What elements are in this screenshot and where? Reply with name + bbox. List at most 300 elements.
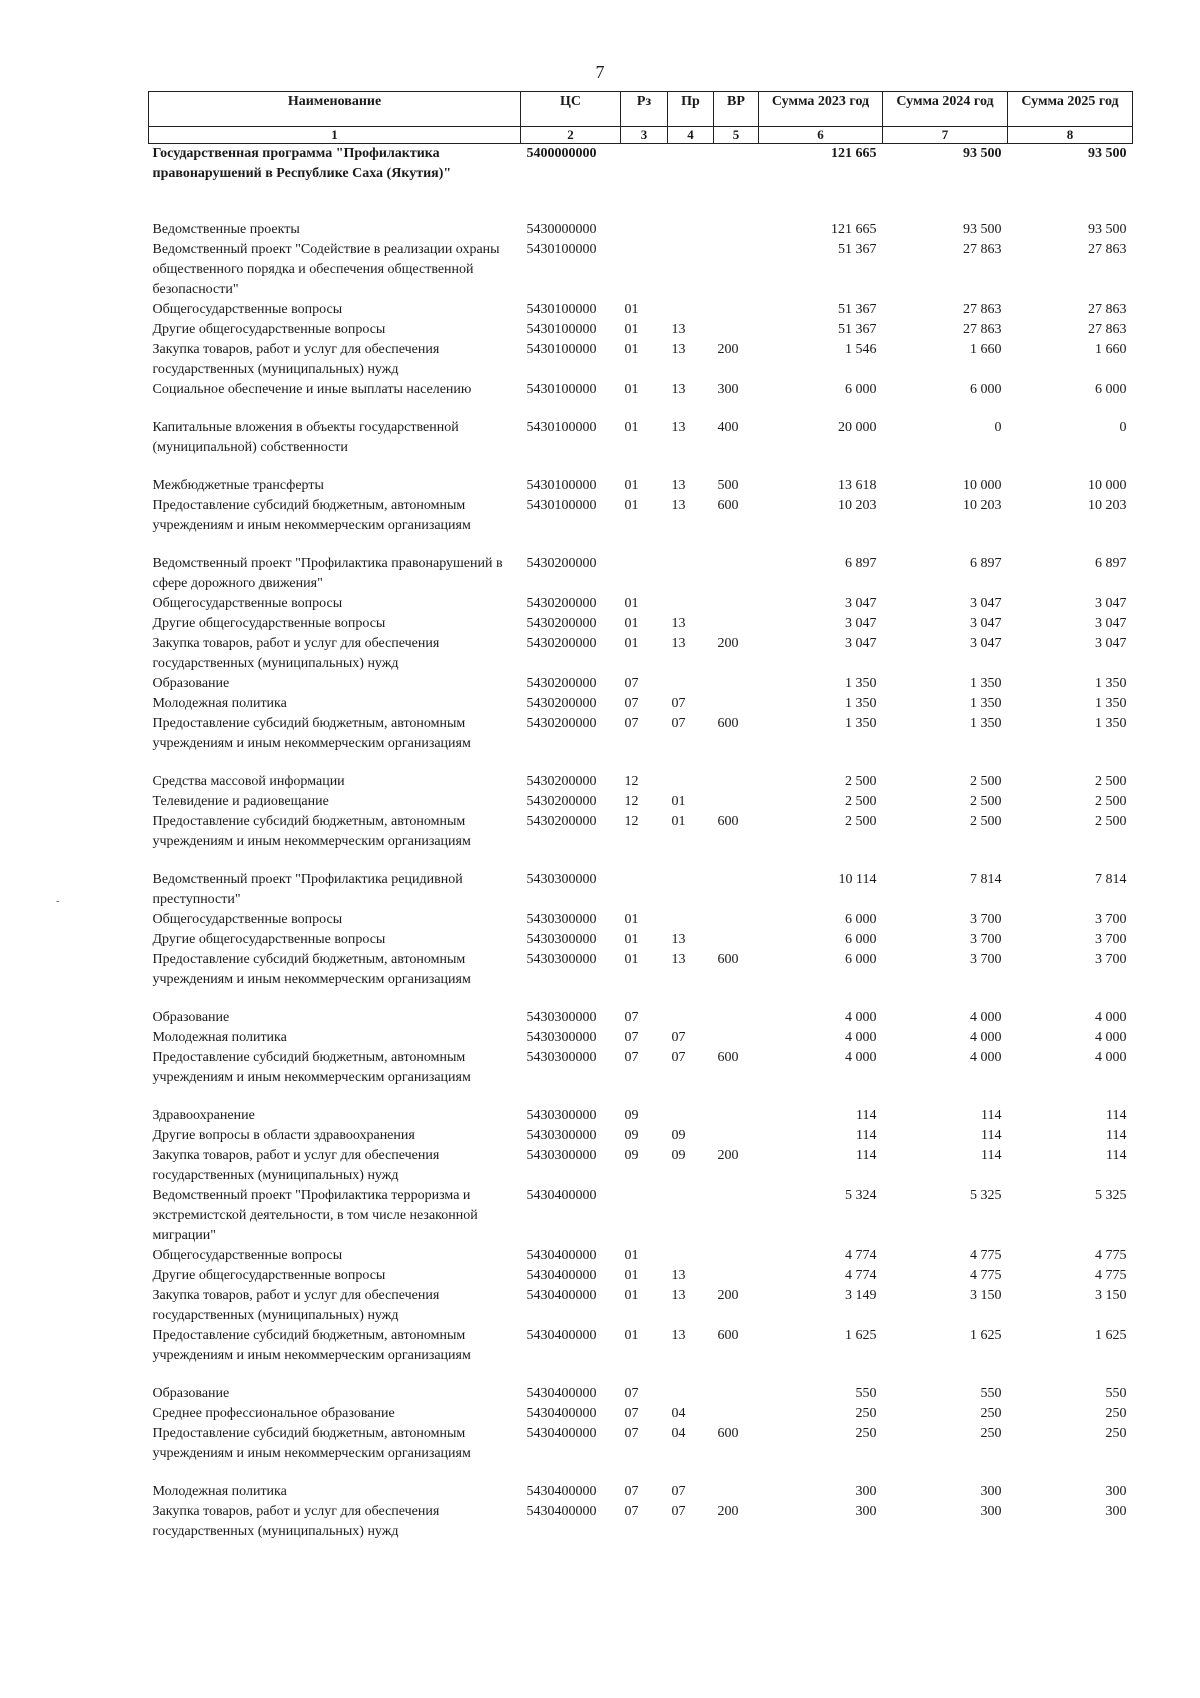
cell-vr [714,144,759,221]
cell-name: Предоставление субсидий бюджетным, автономным учреждениям и иным некоммерческим организациям [152,1050,471,1085]
cell-sum-2024: 3 047 [970,596,1002,611]
header-name: Наименование [149,92,521,127]
cell-rz: 01 [624,1248,639,1263]
cell-vr: 600 [717,952,739,967]
cell-pr: 07 [671,1050,686,1065]
cell-cs: 5430400000 [526,1328,597,1343]
cell-name: Другие общегосударственные вопросы [152,932,386,947]
cell-cs: 5430100000 [526,382,597,397]
cell-sum-2023: 2 500 [845,814,877,829]
cell-sum-2025: 2 500 [1095,814,1127,829]
cell-pr: 13 [671,1288,686,1303]
cell-sum-2025: 300 [1105,1504,1127,1519]
table-row [149,240,1133,300]
cell-pr: 13 [671,342,686,357]
cell-rz: 07 [624,1504,639,1519]
cell-sum-2023: 4 000 [845,1030,877,1045]
cell-name: Закупка товаров, работ и услуг для обеспечения государственных (муниципальных) нужд [152,636,440,671]
cell-sum-2023: 4 774 [845,1268,877,1283]
table-row [149,1326,1133,1384]
table-row [149,340,1133,380]
cell-vr [714,930,759,950]
cell-pr [668,594,714,614]
cell-sum-2023: 6 000 [845,952,877,967]
cell-rz: 01 [624,1268,639,1283]
cell-name: Закупка товаров, работ и услуг для обеспечения государственных (муниципальных) нужд [152,1288,440,1323]
column-number: 2 [521,127,621,144]
cell-sum-2024: 10 000 [963,478,1002,493]
cell-name: Общегосударственные вопросы [152,302,343,317]
cell-rz: 07 [624,1010,639,1025]
cell-sum-2024: 550 [980,1386,1002,1401]
header-pr: Пр [668,92,714,127]
cell-cs: 5400000000 [526,146,597,161]
cell-name: Другие общегосударственные вопросы [152,616,386,631]
column-number-row [149,127,1133,144]
cell-vr: 200 [717,636,739,651]
cell-sum-2025: 0 [1119,420,1127,435]
cell-sum-2023: 3 047 [845,616,877,631]
cell-rz: 12 [624,774,639,789]
cell-cs: 5430300000 [526,932,597,947]
cell-sum-2025: 4 000 [1095,1010,1127,1025]
cell-rz: 07 [624,1030,639,1045]
cell-sum-2025: 93 500 [1088,146,1127,161]
cell-cs: 5430200000 [526,556,597,571]
cell-sum-2024: 4 000 [970,1050,1002,1065]
cell-sum-2025: 1 660 [1095,342,1127,357]
cell-sum-2023: 1 350 [845,676,877,691]
cell-pr: 13 [671,636,686,651]
cell-name: Другие общегосударственные вопросы [152,322,386,337]
cell-name: Капитальные вложения в объекты государственной (муниципальной) собственности [152,420,459,455]
cell-sum-2024: 7 814 [970,872,1002,887]
scan-speck: - [56,896,60,907]
cell-rz: 01 [624,596,639,611]
cell-vr: 200 [717,342,739,357]
cell-vr [714,1028,759,1048]
cell-sum-2025: 10 000 [1088,478,1127,493]
cell-sum-2025: 7 814 [1095,872,1127,887]
cell-name: Другие вопросы в области здравоохранения [152,1128,415,1143]
table-row [149,674,1133,694]
cell-name: Закупка товаров, работ и услуг для обеспечения государственных (муниципальных) нужд [152,1148,440,1183]
cell-sum-2025: 5 325 [1095,1188,1127,1203]
cell-sum-2024: 93 500 [963,146,1002,161]
cell-sum-2025: 1 350 [1095,696,1127,711]
cell-vr [714,792,759,812]
cell-cs: 5430000000 [526,222,597,237]
cell-sum-2025: 3 700 [1095,932,1127,947]
cell-sum-2023: 2 500 [845,794,877,809]
cell-pr: 07 [671,1484,686,1499]
cell-rz: 09 [624,1128,639,1143]
cell-rz [621,554,668,594]
cell-sum-2024: 3 047 [970,616,1002,631]
cell-cs: 5430400000 [526,1248,597,1263]
cell-cs: 5430400000 [526,1484,597,1499]
cell-sum-2024: 3 700 [970,912,1002,927]
cell-sum-2025: 27 863 [1088,302,1127,317]
column-number: 7 [883,127,1008,144]
cell-sum-2025: 10 203 [1088,498,1127,513]
cell-rz: 01 [624,478,639,493]
cell-sum-2024: 250 [980,1426,1002,1441]
cell-sum-2025: 1 350 [1095,676,1127,691]
cell-pr: 13 [671,952,686,967]
cell-vr [714,220,759,240]
table-row [149,772,1133,792]
cell-name: Образование [152,1386,230,1401]
table-row [149,380,1133,418]
cell-name: Ведомственный проект "Профилактика правонарушений в сфере дорожного движения" [152,556,503,591]
cell-sum-2025: 250 [1105,1426,1127,1441]
cell-vr [714,1404,759,1424]
cell-sum-2023: 1 350 [845,696,877,711]
cell-rz: 07 [624,1406,639,1421]
cell-sum-2024: 1 660 [970,342,1002,357]
cell-rz: 09 [624,1148,639,1163]
table-row [149,1384,1133,1404]
cell-vr [714,1246,759,1266]
cell-rz: 01 [624,616,639,631]
cell-pr: 09 [671,1128,686,1143]
cell-vr [714,1186,759,1246]
cell-vr [714,910,759,930]
cell-sum-2024: 2 500 [970,814,1002,829]
cell-cs: 5430100000 [526,342,597,357]
cell-pr: 07 [671,1030,686,1045]
cell-sum-2025: 1 625 [1095,1328,1127,1343]
cell-cs: 5430100000 [526,478,597,493]
cell-sum-2023: 1 625 [845,1328,877,1343]
cell-pr [668,240,714,300]
cell-rz: 01 [624,382,639,397]
cell-cs: 5430100000 [526,420,597,435]
table-row [149,1048,1133,1106]
cell-pr: 13 [671,478,686,493]
cell-sum-2024: 1 350 [970,696,1002,711]
cell-pr: 07 [671,696,686,711]
cell-rz: 07 [624,676,639,691]
cell-cs: 5430300000 [526,952,597,967]
cell-vr: 600 [717,1328,739,1343]
cell-sum-2024: 27 863 [963,242,1002,257]
cell-vr [714,674,759,694]
table-row [149,614,1133,634]
column-number: 8 [1008,127,1133,144]
table-body [149,144,1133,1543]
cell-sum-2024: 114 [981,1128,1002,1143]
cell-rz [621,240,668,300]
cell-sum-2024: 300 [980,1484,1002,1499]
cell-sum-2024: 300 [980,1504,1002,1519]
table-row [149,870,1133,910]
cell-cs: 5430200000 [526,696,597,711]
cell-sum-2024: 27 863 [963,322,1002,337]
cell-sum-2024: 3 700 [970,952,1002,967]
cell-pr: 04 [671,1406,686,1421]
cell-sum-2025: 300 [1105,1484,1127,1499]
cell-cs: 5430200000 [526,814,597,829]
cell-vr [714,554,759,594]
cell-rz: 09 [624,1108,639,1123]
cell-sum-2023: 1 350 [845,716,877,731]
cell-cs: 5430300000 [526,1148,597,1163]
cell-vr: 200 [717,1148,739,1163]
table-row [149,220,1133,240]
cell-pr: 13 [671,1328,686,1343]
cell-vr: 200 [717,1288,739,1303]
cell-cs: 5430200000 [526,596,597,611]
cell-cs: 5430300000 [526,1050,597,1065]
cell-sum-2023: 250 [855,1426,877,1441]
cell-sum-2023: 3 047 [845,596,877,611]
cell-name: Телевидение и радиовещание [152,794,329,809]
cell-rz [621,144,668,221]
table-row [149,792,1133,812]
cell-cs: 5430200000 [526,794,597,809]
table-row [149,930,1133,950]
cell-cs: 5430400000 [526,1386,597,1401]
cell-rz [621,870,668,910]
cell-sum-2025: 4 775 [1095,1248,1127,1263]
cell-vr: 500 [717,478,739,493]
cell-name: Молодежная политика [152,1484,287,1499]
cell-sum-2025: 3 047 [1095,636,1127,651]
cell-sum-2023: 51 367 [838,302,877,317]
cell-sum-2025: 550 [1105,1386,1127,1401]
cell-pr: 13 [671,498,686,513]
table-row [149,714,1133,772]
cell-sum-2024: 2 500 [970,774,1002,789]
cell-pr: 01 [671,814,686,829]
cell-cs: 5430400000 [526,1288,597,1303]
cell-name: Ведомственные проекты [152,222,300,237]
cell-name: Предоставление субсидий бюджетным, автономным учреждениям и иным некоммерческим организациям [152,716,471,751]
cell-rz: 07 [624,1484,639,1499]
cell-sum-2023: 4 000 [845,1010,877,1025]
cell-sum-2025: 3 150 [1095,1288,1127,1303]
cell-sum-2023: 114 [856,1108,877,1123]
cell-rz [621,1186,668,1246]
cell-name: Ведомственный проект "Профилактика терроризма и экстремистской деятельности, в том числе незаконной миграции" [152,1188,478,1243]
cell-sum-2023: 2 500 [845,774,877,789]
table-row [149,1502,1133,1542]
cell-sum-2025: 3 047 [1095,616,1127,631]
cell-rz: 01 [624,420,639,435]
cell-sum-2025: 114 [1106,1128,1127,1143]
cell-name: Государственная программа "Профилактика правонарушений в Республике Саха (Якутия)" [152,146,452,181]
table-row [149,1404,1133,1424]
cell-sum-2025: 114 [1106,1108,1127,1123]
cell-vr: 400 [717,420,739,435]
budget-table [148,91,1133,1542]
cell-vr: 200 [717,1504,739,1519]
header-row [149,92,1133,127]
cell-name: Образование [152,1010,230,1025]
cell-sum-2024: 4 775 [970,1268,1002,1283]
table-row [149,418,1133,476]
table-row [149,1028,1133,1048]
cell-sum-2024: 6 897 [970,556,1002,571]
cell-sum-2023: 121 665 [831,222,877,237]
cell-pr: 13 [671,616,686,631]
cell-name: Молодежная политика [152,696,287,711]
cell-rz: 01 [624,498,639,513]
cell-name: Ведомственный проект "Профилактика рецидивной преступности" [152,872,463,907]
cell-pr [668,220,714,240]
cell-name: Среднее профессиональное образование [152,1406,395,1421]
cell-vr: 600 [717,1050,739,1065]
cell-sum-2023: 10 203 [838,498,877,513]
cell-sum-2025: 114 [1106,1148,1127,1163]
cell-vr [714,300,759,320]
cell-vr [714,1106,759,1126]
cell-name: Ведомственный проект "Содействие в реализации охраны общественного порядка и обеспечения общественной безопасности" [152,242,500,297]
cell-sum-2024: 4 000 [970,1030,1002,1045]
cell-cs: 5430400000 [526,1426,597,1441]
cell-pr [668,1186,714,1246]
cell-sum-2025: 27 863 [1088,242,1127,257]
cell-sum-2024: 5 325 [970,1188,1002,1203]
cell-sum-2025: 2 500 [1095,794,1127,809]
cell-cs: 5430200000 [526,716,597,731]
cell-pr: 01 [671,794,686,809]
cell-cs: 5430300000 [526,1010,597,1025]
cell-sum-2023: 3 047 [845,636,877,651]
header-sum-2024: Сумма 2024 год [883,92,1008,127]
cell-sum-2025: 4 000 [1095,1030,1127,1045]
cell-rz: 01 [624,912,639,927]
cell-sum-2023: 4 000 [845,1050,877,1065]
cell-name: Предоставление субсидий бюджетным, автономным учреждениям и иным некоммерческим организациям [152,952,471,987]
cell-rz: 07 [624,1386,639,1401]
cell-sum-2025: 3 700 [1095,912,1127,927]
cell-sum-2023: 51 367 [838,322,877,337]
cell-sum-2024: 3 150 [970,1288,1002,1303]
cell-sum-2025: 250 [1105,1406,1127,1421]
cell-name: Другие общегосударственные вопросы [152,1268,386,1283]
column-number: 4 [668,127,714,144]
table-row [149,300,1133,320]
cell-name: Закупка товаров, работ и услуг для обеспечения государственных (муниципальных) нужд [152,1504,440,1539]
cell-sum-2024: 3 700 [970,932,1002,947]
cell-cs: 5430400000 [526,1406,597,1421]
table-row [149,1146,1133,1186]
cell-pr [668,300,714,320]
cell-sum-2023: 250 [855,1406,877,1421]
cell-cs: 5430400000 [526,1504,597,1519]
cell-sum-2024: 4 000 [970,1010,1002,1025]
cell-sum-2024: 10 203 [963,498,1002,513]
cell-pr [668,1246,714,1266]
header-vr: ВР [714,92,759,127]
cell-pr: 07 [671,1504,686,1519]
cell-sum-2025: 1 350 [1095,716,1127,731]
cell-name: Предоставление субсидий бюджетным, автономным учреждениям и иным некоммерческим организациям [152,1426,471,1461]
cell-sum-2025: 4 775 [1095,1268,1127,1283]
cell-sum-2024: 3 047 [970,636,1002,651]
cell-pr: 13 [671,322,686,337]
table-row [149,496,1133,554]
cell-sum-2024: 250 [980,1406,1002,1421]
cell-sum-2023: 20 000 [838,420,877,435]
cell-sum-2023: 300 [855,1484,877,1499]
cell-cs: 5430100000 [526,322,597,337]
cell-cs: 5430100000 [526,242,597,257]
cell-pr [668,554,714,594]
cell-name: Здравоохранение [152,1108,255,1123]
cell-pr [668,1384,714,1404]
cell-sum-2023: 114 [856,1148,877,1163]
cell-rz: 07 [624,1426,639,1441]
table-row [149,1246,1133,1266]
cell-vr: 300 [717,382,739,397]
cell-sum-2024: 114 [981,1148,1002,1163]
cell-name: Предоставление субсидий бюджетным, автономным учреждениям и иным некоммерческим организациям [152,498,471,533]
cell-name: Общегосударственные вопросы [152,912,343,927]
table-row [149,476,1133,496]
cell-rz: 07 [624,716,639,731]
cell-sum-2023: 121 665 [831,146,877,161]
cell-sum-2025: 3 700 [1095,952,1127,967]
cell-rz: 07 [624,1050,639,1065]
cell-sum-2023: 5 324 [845,1188,877,1203]
cell-pr: 13 [671,420,686,435]
cell-cs: 5430300000 [526,872,597,887]
cell-cs: 5430300000 [526,912,597,927]
cell-cs: 5430400000 [526,1188,597,1203]
cell-cs: 5430200000 [526,616,597,631]
table-row [149,1126,1133,1146]
cell-vr [714,240,759,300]
cell-sum-2025: 2 500 [1095,774,1127,789]
cell-sum-2023: 10 114 [838,872,877,887]
cell-rz: 12 [624,814,639,829]
cell-sum-2024: 1 625 [970,1328,1002,1343]
cell-vr [714,1384,759,1404]
cell-rz: 12 [624,794,639,809]
table-row [149,594,1133,614]
cell-name: Межбюджетные трансферты [152,478,324,493]
cell-sum-2023: 1 546 [845,342,877,357]
cell-sum-2024: 114 [981,1108,1002,1123]
cell-vr [714,694,759,714]
table-row [149,1424,1133,1482]
cell-vr [714,1008,759,1028]
cell-pr [668,772,714,792]
cell-pr: 04 [671,1426,686,1441]
cell-vr [714,1482,759,1502]
cell-pr [668,1008,714,1028]
table-row [149,1482,1133,1502]
column-number: 3 [621,127,668,144]
cell-vr: 600 [717,1426,739,1441]
cell-vr [714,772,759,792]
cell-vr [714,320,759,340]
header-sum-2025: Сумма 2025 год [1008,92,1133,127]
table-row [149,144,1133,221]
cell-sum-2025: 6 000 [1095,382,1127,397]
cell-cs: 5430400000 [526,1268,597,1283]
cell-sum-2024: 4 775 [970,1248,1002,1263]
cell-rz: 01 [624,1328,639,1343]
cell-cs: 5430300000 [526,1030,597,1045]
cell-cs: 5430200000 [526,676,597,691]
column-number: 1 [149,127,521,144]
cell-name: Образование [152,676,230,691]
